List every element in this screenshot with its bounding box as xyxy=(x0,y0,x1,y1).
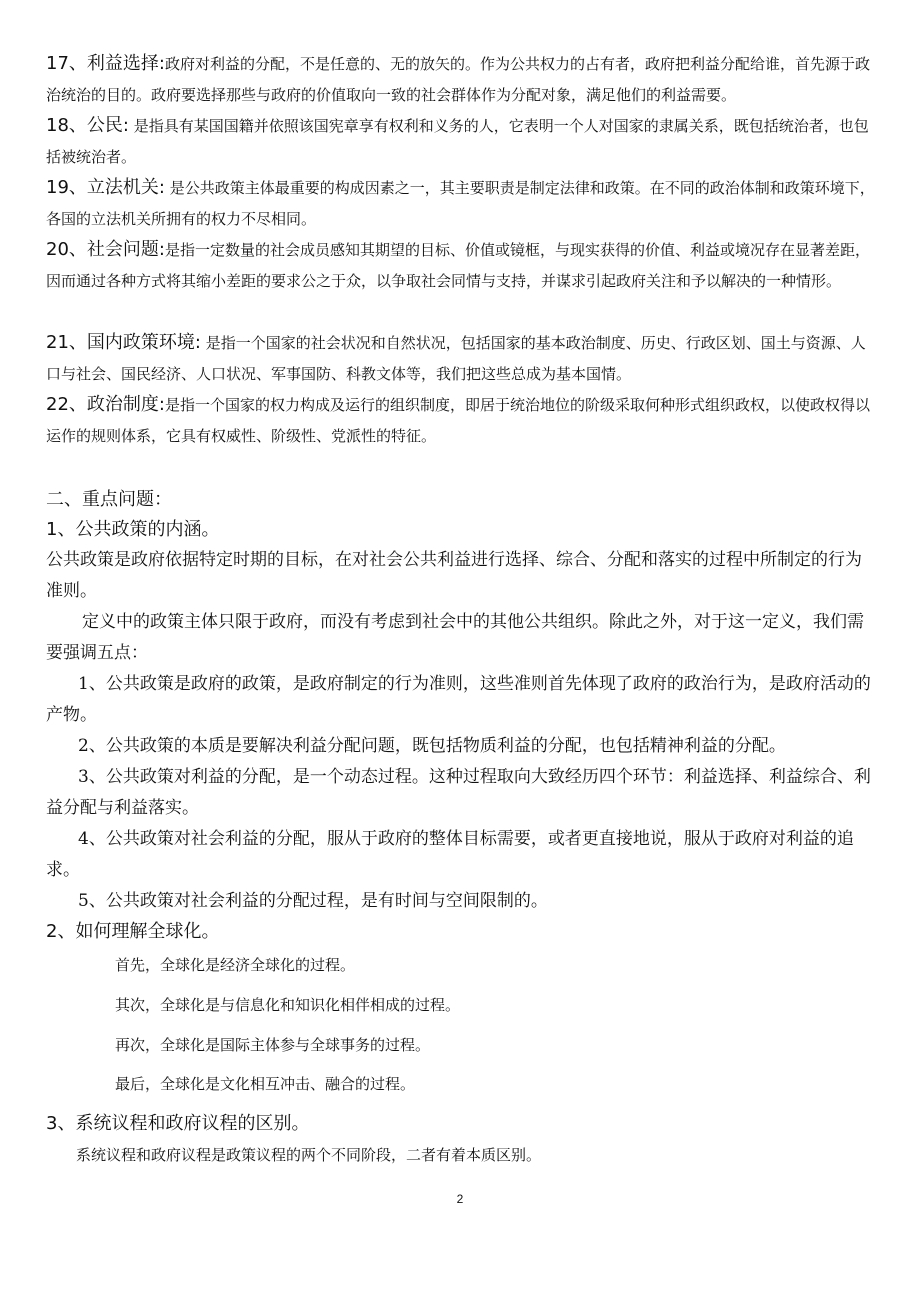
term-text: 是指具有某国国籍并依照该国宪章享有权利和义务的人，它表明一个人对国家的隶属关系，既包括统治者，也包括被统治者。 xyxy=(46,117,869,166)
term-heading: 20、社会问题: xyxy=(46,239,165,260)
term-heading: 21、国内政策环境: xyxy=(46,332,201,353)
question-2-title: 2、如何理解全球化。 xyxy=(46,921,220,942)
agenda-paragraph: 系统议程和政府议程是政策议程的两个不同阶段，二者有着本质区别。 xyxy=(76,1146,542,1164)
question-1-title: 1、公共政策的内涵。 xyxy=(46,519,220,540)
term-21 xyxy=(46,327,878,390)
term-18 xyxy=(46,110,878,173)
term-heading: 19、立法机关: xyxy=(46,177,165,198)
term-text: 是公共政策主体最重要的构成因素之一，其主要职责是制定法律和政策。在不同的政治体制和政策环境下，各国的立法机关所拥有的权力不尽相同。 xyxy=(46,179,875,228)
term-text: 政府对利益的分配，不是任意的、无的放矢的。作为公共权力的占有者，政府把利益分配给谁，首先源于政治统治的目的。政府要选择那些与政府的价值取向一致的社会群体作为分配对象，满足他们的利益需要。 xyxy=(46,55,870,104)
term-text: 是指一个国家的权力构成及运行的组织制度，即居于统治地位的阶级采取何种形式组织政权，以使政权得以运作的规则体系，它具有权威性、阶级性、党派性的特征。 xyxy=(46,396,870,445)
term-heading: 18、公民: xyxy=(46,115,129,136)
definition-paragraph: 公共政策是政府依据特定时期的目标，在对社会公共利益进行选择、综合、分配和落实的过程中所制定的行为准则。 xyxy=(46,550,862,601)
page-number: 2 xyxy=(456,1192,464,1206)
term-19 xyxy=(46,172,878,235)
globalization-line: 最后，全球化是文化相互冲击、融合的过程。 xyxy=(115,1075,416,1093)
point-item: 2、公共政策的本质是要解决利益分配问题，既包括物质利益的分配，也包括精神利益的分配。 xyxy=(78,736,786,756)
term-text: 是指一个国家的社会状况和自然状况，包括国家的基本政治制度、历史、行政区划、国土与资源、人口与社会、国民经济、人口状况、军事国防、科教文体等，我们把这些总成为基本国情。 xyxy=(46,334,866,383)
question-3-title: 3、系统议程和政府议程的区别。 xyxy=(46,1113,310,1134)
term-text: 是指一定数量的社会成员感知其期望的目标、价值或镜框，与现实获得的价值、利益或境况存在显著差距，因而通过各种方式将其缩小差距的要求公之于众，以争取社会同情与支持，并谋求引起政府关注和予以解决的一种情形。 xyxy=(46,241,870,290)
section-title: 二、重点问题： xyxy=(46,489,172,510)
point-item: 4、公共政策对社会利益的分配，服从于政府的整体目标需要，或者更直接地说，服从于政府对利益的追求。 xyxy=(46,829,854,880)
term-17 xyxy=(46,48,878,111)
term-22 xyxy=(46,389,878,452)
point-item: 3、公共政策对利益的分配，是一个动态过程。这种过程取向大致经历四个环节：利益选择、利益综合、利益分配与利益落实。 xyxy=(46,767,871,818)
globalization-line: 首先，全球化是经济全球化的过程。 xyxy=(115,956,356,974)
term-heading: 17、利益选择: xyxy=(46,53,165,74)
term-20 xyxy=(46,234,878,297)
globalization-line: 再次，全球化是国际主体参与全球事务的过程。 xyxy=(115,1036,431,1054)
globalization-line: 其次，全球化是与信息化和知识化相伴相成的过程。 xyxy=(115,996,461,1014)
note-paragraph: 定义中的政策主体只限于政府，而没有考虑到社会中的其他公共组织。除此之外，对于这一定义，我们需要强调五点： xyxy=(46,612,864,663)
point-item: 1、公共政策是政府的政策，是政府制定的行为准则，这些准则首先体现了政府的政治行为，是政府活动的产物。 xyxy=(46,674,871,725)
point-item: 5、公共政策对社会利益的分配过程，是有时间与空间限制的。 xyxy=(78,891,548,911)
term-heading: 22、政治制度: xyxy=(46,394,165,415)
